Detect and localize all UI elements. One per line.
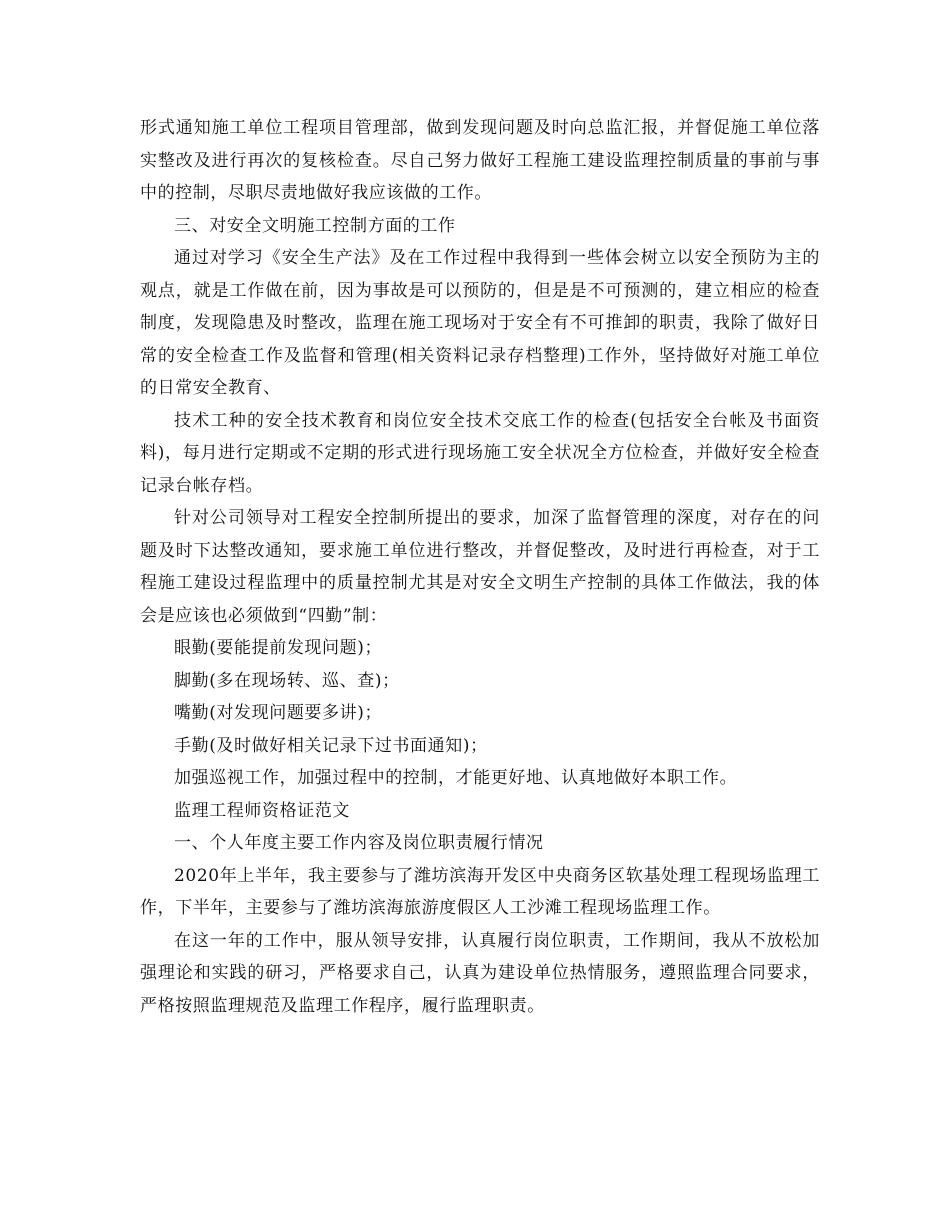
list-item-mouth-diligence: 嘴勤(对发现问题要多讲)； bbox=[174, 703, 383, 723]
paragraph-technical-safety: 技术工种的安全技术教育和岗位安全技术交底工作的检查(包括安全台帐及书面资料)，每月进行定期或不定期的形式进行现场施工安全状况全方位检查，并做好安全检查记录台帐存档。 bbox=[140, 410, 820, 496]
paragraph-safety-law: 通过对学习《安全生产法》及在工作过程中我得到一些体会树立以安全预防为主的观点，就是工作做在前，因为事故是可以预防的，但是是不可预测的，建立相应的检查制度，发现隐患及时整改，监理在施工现场对于安全有不可推卸的职责，我除了做好日常的安全检查工作及监督和管理(相关资料记录存档整理)工作外，坚持做好对施工单位的日常安全教育、 bbox=[140, 248, 820, 398]
paragraph-intro: 形式通知施工单位工程项目管理部，做到发现问题及时向总监汇报，并督促施工单位落实整改及进行再次的复核检查。尽自己努力做好工程施工建设监理控制质量的事前与事中的控制，尽职尽责地做好我应该做的工作。 bbox=[140, 118, 820, 203]
list-item-hand-diligence: 手勤(及时做好相关记录下过书面通知)； bbox=[174, 735, 488, 756]
section-heading-annual-work: 一、个人年度主要工作内容及岗位职责履行情况 bbox=[174, 833, 544, 853]
list-item-foot-diligence: 脚勤(多在现场转、巡、查)； bbox=[174, 670, 400, 691]
list-item-eye-diligence: 眼勤(要能提前发现问题)； bbox=[174, 638, 383, 658]
paragraph-inspection: 加强巡视工作，加强过程中的控制，才能更好地、认真地做好本职工作。 bbox=[174, 768, 738, 788]
paragraph-2020-work: 2020年上半年，我主要参与了潍坊滨海开发区中央商务区软基处理工程现场监理工作，下半年，主要参与了潍坊滨海旅游度假区人工沙滩工程现场监理工作。 bbox=[140, 865, 820, 918]
paragraph-year-summary: 在这一年的工作中，服从领导安排，认真履行岗位职责，工作期间，我从不放松加强理论和实践的研习，严格要求自己，认真为建设单位热情服务，遵照监理合同要求，严格按照监理规范及监理工作程序，履行监理职责。 bbox=[140, 930, 820, 1016]
document-body bbox=[140, 112, 820, 1022]
heading-certificate-sample: 监理工程师资格证范文 bbox=[174, 800, 350, 821]
section-heading-safety: 三、对安全文明施工控制方面的工作 bbox=[174, 215, 456, 236]
paragraph-company-requirements: 针对公司领导对工程安全控制所提出的要求，加深了监督管理的深度，对存在的问题及时下达整改通知，要求施工单位进行整改，并督促整改，及时进行再检查，对于工程施工建设过程监理中的质量控制尤其是对安全文明生产控制的具体工作做法，我的体会是应该也必须做到“四勤”制： bbox=[140, 508, 820, 626]
